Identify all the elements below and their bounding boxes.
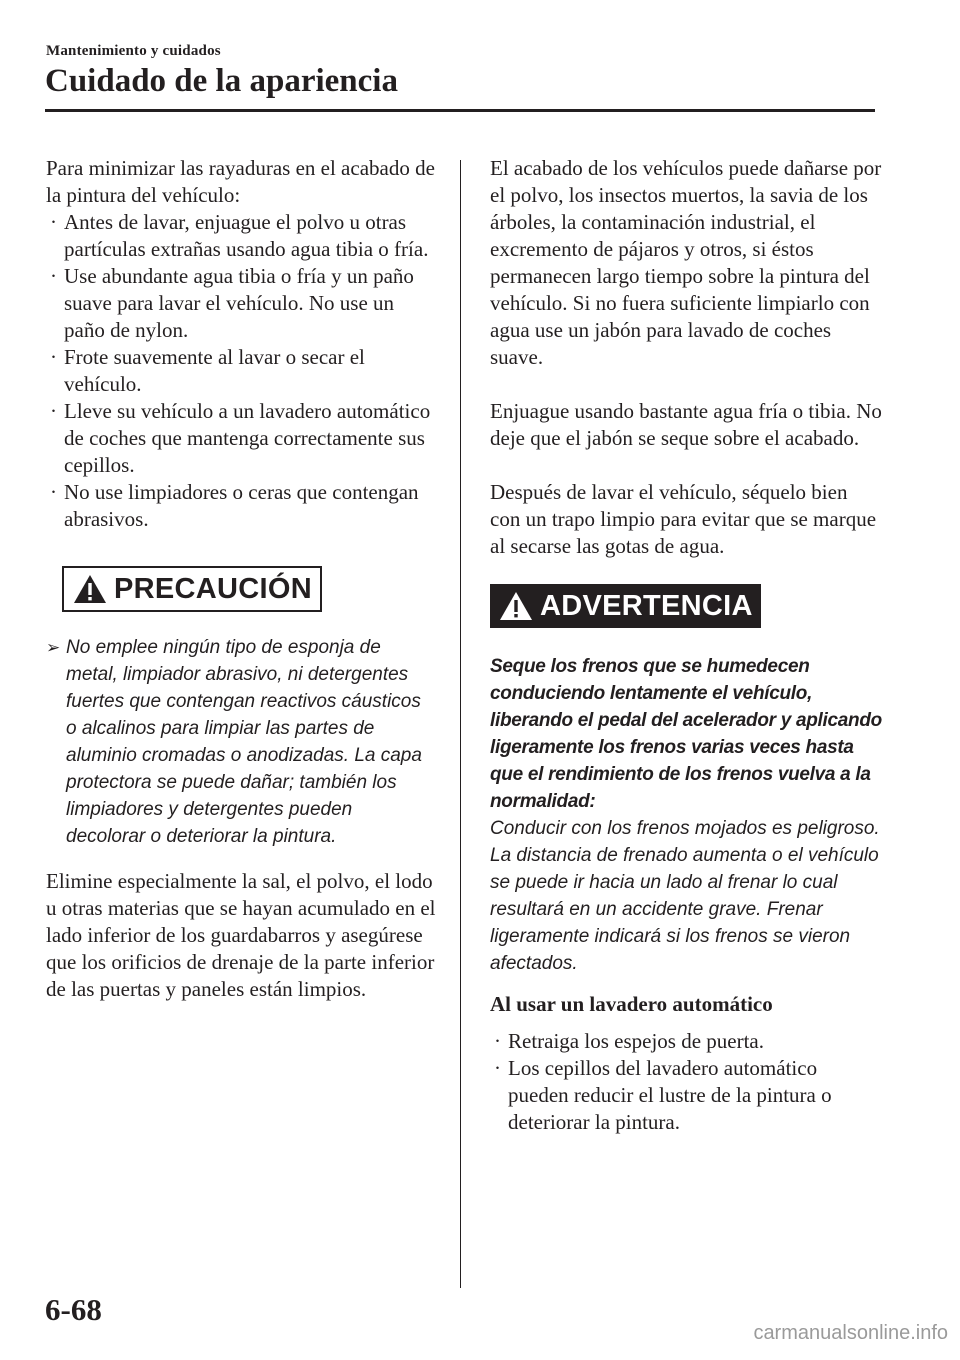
warning-instruction: Seque los frenos que se humedecen conduciendo lentamente el vehículo, liberando el pedal del acelerador y aplicando ligeramente los frenos varias veces hasta que el rendimiento de los frenos vuelva a la normalidad: [490,656,882,812]
page-number: 6-68 [45,1292,102,1327]
bullet-icon: · [494,1056,501,1080]
bullet-icon: · [50,480,57,504]
caution-banner [62,566,322,612]
caution-item [46,634,436,850]
caution-label: PRECAUCIÓN [114,572,312,605]
scratch-tips-list [46,209,436,533]
list-item [46,398,436,479]
warning-explanation: Conducir con los frenos mojados es peligroso. La distancia de frenado aumenta o el vehículo se puede ir hacia un lado al frenar lo cual resultará en un accidente grave. Frenar ligeramente indicará si los frenos se vieron afectados. [490,818,880,974]
list-item-text: Antes de lavar, enjuague el polvo u otras partículas extrañas usando agua tibia o fría. [64,210,429,261]
warning-label: ADVERTENCIA [540,589,753,622]
section-label: Mantenimiento y cuidados [46,43,221,59]
list-item [46,263,436,344]
list-item-text: Los cepillos del lavadero automático pueden reducir el lustre de la pintura o deteriorar la pintura. [508,1056,832,1134]
watermark: carmanualsonline.info [753,1322,948,1344]
bullet-icon: · [50,264,57,288]
intro-paragraph: Para minimizar las rayaduras en el acabado de la pintura del vehículo: [46,156,435,207]
list-item [46,479,436,533]
bullet-icon: · [494,1029,501,1053]
list-item-text: Retraiga los espejos de puerta. [508,1029,764,1053]
list-item-text: Frote suavemente al lavar o secar el vehículo. [64,345,365,396]
list-item-text: Lleve su vehículo a un lavadero automático de coches que mantenga correctamente sus cepillos. [64,399,431,477]
bullet-icon: · [50,399,57,423]
warning-triangle-icon [72,573,108,605]
car-wash-list [490,1028,882,1136]
list-item [490,1055,882,1136]
caution-text: No emplee ningún tipo de esponja de metal, limpiador abrasivo, ni detergentes fuertes que contengan reactivos cáusticos o alcalinos para limpiar las partes de aluminio cromadas o anodizadas. La capa protectora se puede dañar; también los limpiadores y detergentes pueden decolorar o deteriorar la pintura. [66,637,422,847]
list-item-text: Use abundante agua tibia o fría y un paño suave para lavar el vehículo. No use un paño de nylon. [64,264,414,342]
bullet-icon: · [50,345,57,369]
warning-content [490,653,882,977]
header-rule [45,109,875,112]
rinse-paragraph: Enjuague usando bastante agua fría o tibia. No deje que el jabón se seque sobre el acabado. [490,399,882,450]
warning-banner [490,584,761,628]
dry-paragraph: Después de lavar el vehículo, séquelo bien con un trapo limpio para evitar que se marque al secarse las gotas de agua. [490,480,877,558]
underbody-paragraph: Elimine especialmente la sal, el polvo, el lodo u otras materias que se hayan acumulado en el lado inferior de los guardabarros y asegúrese que los orificios de drenaje de la parte inferior de las puertas y paneles están limpios. [46,869,436,1001]
car-wash-heading: Al usar un lavadero automático [490,992,773,1016]
list-item [46,209,436,263]
left-column [46,155,436,1003]
bullet-icon: · [50,210,57,234]
arrow-right-icon: ➢ [46,638,61,657]
list-item-text: No use limpiadores o ceras que contengan abrasivos. [64,480,419,531]
warning-triangle-icon [498,590,534,622]
list-item [46,344,436,398]
right-column [490,155,882,1136]
list-item [490,1028,882,1055]
column-divider [460,160,461,1288]
paint-damage-paragraph: El acabado de los vehículos puede dañarse por el polvo, los insectos muertos, la savia de los árboles, la contaminación industrial, el excremento de pájaros y otros, si éstos permanecen largo tiempo sobre la pintura del vehículo. Si no fuera suficiente limpiarlo con agua use un jabón para lavado de coches suave. [490,156,882,369]
page-title: Cuidado de la apariencia [45,63,398,99]
